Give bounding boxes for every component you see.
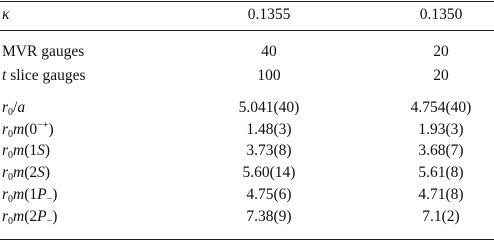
row-label-r0m-1p: $r_0m(1P_-)$ — [2, 186, 58, 205]
kappa-header-label: κ — [2, 6, 10, 23]
table-bottom-rule — [0, 239, 494, 240]
row-label-r0m-0mp: $r_0m(0^{-+})$ — [2, 120, 54, 140]
table-header-rule — [0, 30, 494, 31]
row-label-r0m-2s: $r_0m(2S)$ — [2, 164, 51, 183]
row-label-r0m-2p: $r_0m(2P_-)$ — [2, 208, 58, 227]
table-top-rule — [0, 1, 494, 2]
row-label-r0-over-a: $r_0/a$ — [2, 99, 26, 118]
row-label-r0m-1s: $r_0m(1S)$ — [2, 142, 51, 161]
row-label-mvr-gauges: MVR gauges — [2, 43, 85, 60]
row-label-t-slice-gauges: t slice gauges — [2, 67, 86, 84]
